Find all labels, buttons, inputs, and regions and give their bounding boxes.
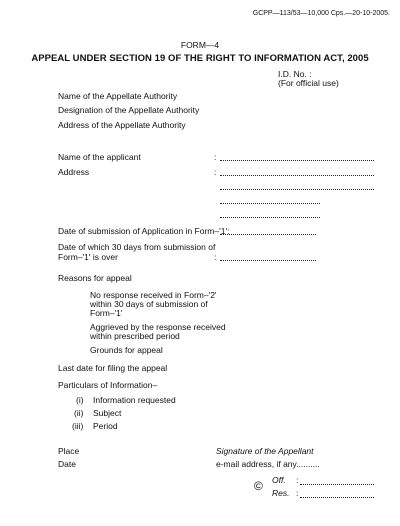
thirty-days-field[interactable] — [220, 260, 316, 261]
reason-aggrieved-line-2: within prescribed period — [90, 331, 180, 341]
reason-no-response-line-2: within 30 days of submission of — [90, 299, 208, 309]
phone-icon: © — [254, 479, 263, 493]
office-phone-label: Off. — [272, 475, 286, 485]
residence-phone-colon: : — [296, 488, 299, 498]
particulars-heading: Particulars of Information– — [58, 380, 158, 390]
particulars-item-information: Information requested — [93, 395, 176, 405]
submission-date-field[interactable] — [220, 234, 316, 235]
particulars-item-number: (i) — [76, 395, 84, 405]
applicant-address-colon: : — [214, 167, 217, 177]
office-phone-colon: : — [296, 475, 299, 485]
place-label: Place — [58, 446, 80, 456]
particulars-item-number: (iii) — [72, 421, 84, 431]
last-date-label: Last date for filing the appeal — [58, 363, 168, 373]
reason-no-response-line-3: Form–'1' — [90, 308, 123, 318]
print-code: GCPP—113/53—10,000 Cps.—20-10-2005. — [252, 10, 390, 17]
thirty-days-label-line-1: Date of which 30 days from submission of — [58, 242, 216, 252]
particulars-item-number: (ii) — [74, 408, 84, 418]
signature-label: Signature of the Appellant — [216, 446, 314, 456]
applicant-address-field-line-2[interactable] — [220, 189, 374, 190]
official-use-note: (For official use) — [278, 78, 339, 88]
form-number: FORM—4 — [180, 40, 220, 50]
reason-grounds: Grounds for appeal — [90, 345, 163, 355]
office-phone-field[interactable] — [300, 484, 374, 485]
appellate-authority-designation-label: Designation of the Appellate Authority — [58, 105, 200, 115]
residence-phone-field[interactable] — [300, 497, 374, 498]
date-label: Date — [58, 459, 76, 469]
email-label: e-mail address, if any.......... — [216, 459, 320, 469]
id-number-label: I.D. No. : — [278, 69, 312, 79]
particulars-item-subject: Subject — [93, 408, 122, 418]
reason-aggrieved-line-1: Aggrieved by the response received — [90, 322, 226, 332]
form-title: APPEAL UNDER SECTION 19 OF THE RIGHT TO INFORMATION ACT, 2005 — [31, 53, 369, 64]
residence-phone-label: Res. — [272, 488, 290, 498]
applicant-name-label: Name of the applicant — [58, 152, 141, 162]
applicant-address-field-line-1[interactable] — [220, 175, 374, 176]
applicant-address-field-line-3[interactable] — [220, 203, 320, 204]
particulars-item-period: Period — [93, 421, 118, 431]
reason-no-response-line-1: No response received in Form–'2' — [90, 290, 217, 300]
appellate-authority-name-label: Name of the Appellate Authority — [58, 91, 178, 101]
reasons-heading: Reasons for appeal — [58, 273, 132, 283]
thirty-days-colon: : — [214, 252, 217, 262]
appellate-authority-address-label: Address of the Appellate Authority — [58, 120, 186, 130]
submission-date-label: Date of submission of Application in Form–'1': — [58, 226, 230, 236]
applicant-address-field-line-4[interactable] — [220, 217, 320, 218]
applicant-name-colon: : — [214, 152, 217, 162]
thirty-days-label-line-2: Form–'1' is over — [58, 252, 118, 262]
applicant-name-field[interactable] — [220, 160, 374, 161]
applicant-address-label: Address — [58, 167, 90, 177]
